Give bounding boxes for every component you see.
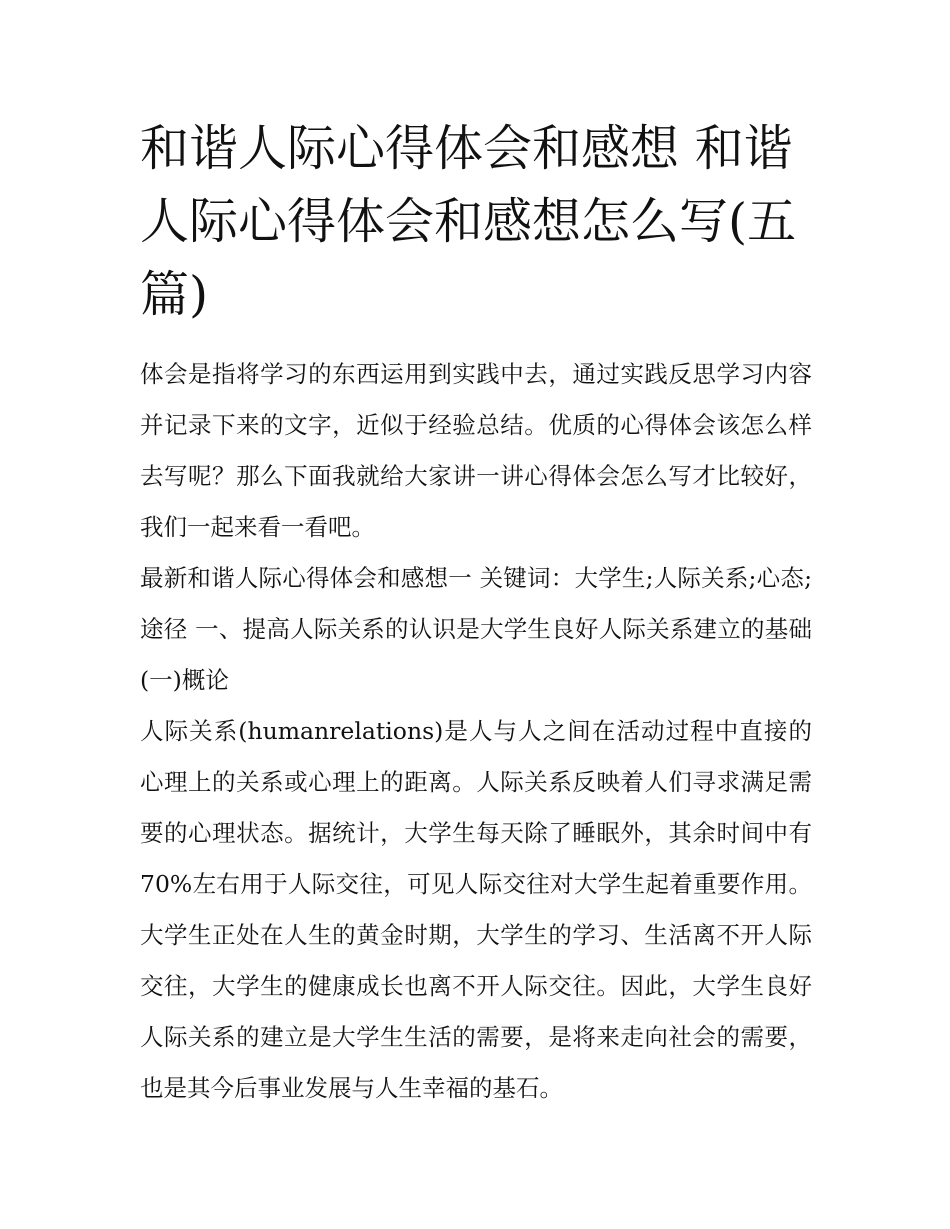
body-paragraph: 人际关系(humanrelations)是人与人之间在活动过程中直接的心理上的关系或心理上的距离。人际关系反映着人们寻求满足需要的心理状态。据统计，大学生每天除了睡眠外，其余时间中有70%左右用于人际交往，可见人际交往对大学生起着重要作用。大学生正处在人生的黄金时期，大学生的学习、生活离不开人际交往，大学生的健康成长也离不开人际交往。因此，大学生良好人际关系的建立是大学生生活的需要，是将来走向社会的需要，也是其今后事业发展与人生幸福的基石。 [140,717,812,1102]
section-heading-paragraph: 最新和谐人际心得体会和感想一 关键词：大学生;人际关系;心态;途径 一、提高人际关系的认识是大学生良好人际关系建立的基础 (一)概论 [140,564,812,694]
intro-paragraph: 体会是指将学习的东西运用到实践中去，通过实践反思学习内容并记录下来的文字，近似于经验总结。优质的心得体会该怎么样去写呢？那么下面我就给大家讲一讲心得体会怎么写才比较好，我们一起来看一看吧。 [140,360,812,541]
document-page [140,112,812,1114]
document-title: 和谐人际心得体会和感想 和谐人际心得体会和感想怎么写(五篇) [140,120,797,323]
